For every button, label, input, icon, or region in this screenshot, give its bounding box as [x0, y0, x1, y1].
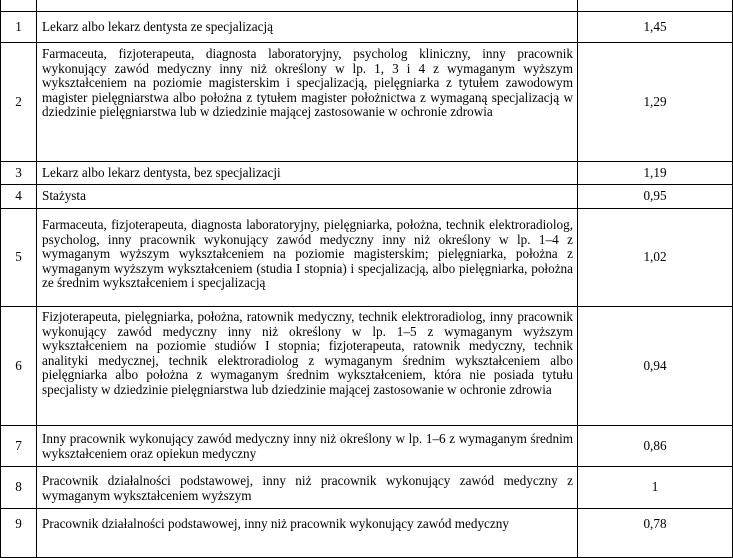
description-text: Farmaceuta, fizjoterapeuta, diagnosta laboratoryjny, pielęgniarka, położna, technik elektroradiolog, psycholog, inny pracownik wykonujący zawód medyczny inny niż określony w lp. 1–4 z wymaganym wyższym wykształceniem na poziomie magisterskim; pielęgniarka, położna z wymaganym wyższym wykształceniem (studia I stopnia) i specjalizacją, albo pielęgniarka, położna ze średnim wykształceniem i specjalizacją: [42, 217, 573, 291]
description-cell: [37, 209, 578, 307]
table-row: [1, 43, 733, 162]
table-row: [1, 0, 733, 12]
lp-cell: 9: [1, 509, 37, 558]
description-text: Fizjoterapeuta, pielęgniarka, położna, ratownik medyczny, technik elektroradiolog, inny pracownik wykonujący zawód medyczny inny niż określony w lp. 1–5 z wymaganym wyższym wykształceniem na poziomie studiów I stopnia; fizjoterapeuta, ratownik medyczny, technik analityki medycznej, technik elektroradiolog z wymaganym średnim wykształceniem albo pielęgniarka albo położna z wymaganym średnim wykształceniem, która nie posiada tytułu specjalisty w dziedzinie pielęgniarstwa lub dziedzinie mającej zastosowanie w ochronie zdrowia: [42, 309, 573, 397]
coefficient-cell: 1,02: [578, 209, 733, 307]
description-text: Inny pracownik wykonujący zawód medyczny inny niż określony w lp. 1–6 z wymaganym średnim wykształceniem oraz opiekun medyczny: [42, 431, 573, 461]
description-cell: [37, 162, 578, 185]
coefficient-cell: 0,86: [578, 426, 733, 467]
description-text: Pracownik działalności podstawowej, inny niż pracownik wykonujący zawód medyczny z wymaganym wykształceniem wyższym: [42, 472, 573, 503]
lp-cell: 5: [1, 209, 37, 307]
coefficient-cell: 0,95: [578, 185, 733, 209]
table-row: [1, 467, 733, 509]
coefficient-cell: 1,29: [578, 43, 733, 162]
lp-cell: 3: [1, 162, 37, 185]
description-cell: [37, 43, 578, 162]
description-text: Stażysta: [42, 188, 86, 204]
description-cell: [37, 509, 578, 558]
lp-cell: 1: [1, 12, 37, 43]
table-row: [1, 307, 733, 426]
lp-cell: 8: [1, 467, 37, 509]
description-cell: [37, 467, 578, 509]
coefficient-cell: 0,94: [578, 307, 733, 426]
coefficient-cell: 1,45: [578, 12, 733, 43]
description-text: Lekarz albo lekarz dentysta, bez specjalizacji: [42, 164, 281, 180]
description-cell: [37, 0, 578, 12]
description-cell: [37, 185, 578, 209]
table-row: [1, 185, 733, 209]
description-cell: [37, 307, 578, 426]
table-row: [1, 162, 733, 185]
lp-cell: 7: [1, 426, 37, 467]
description-text: Farmaceuta, fizjoterapeuta, diagnosta laboratoryjny, psycholog kliniczny, inny pracownik wykonujący zawód medyczny inny niż określony w lp. 1, 3 i 4 z wymaganym wyższym wykształceniem na poziomie magisterskim i specjalizacją, pielęgniarka z tytułem zawodowym magister pielęgniarstwa albo położna z tytułem magister położnictwa z wymaganą specjalizacją w dziedzinie pielęgniarstwa lub w dziedzinie mającej zastosowanie w ochronie zdrowia: [42, 46, 573, 120]
description-cell: [37, 12, 578, 43]
coefficient-cell: 1,19: [578, 162, 733, 185]
table-row: [1, 426, 733, 467]
table-row: [1, 509, 733, 558]
description-cell: [37, 426, 578, 467]
lp-cell: 6: [1, 307, 37, 426]
table-row: [1, 209, 733, 307]
coefficient-cell: 0,78: [578, 509, 733, 558]
lp-cell: 4: [1, 185, 37, 209]
description-text: Lekarz albo lekarz dentysta ze specjalizacją: [42, 18, 274, 34]
description-text: Pracownik działalności podstawowej, inny niż pracownik wykonujący zawód medyczny: [42, 516, 509, 531]
lp-cell: [1, 0, 37, 12]
coefficient-cell: [578, 0, 733, 12]
table-row: [1, 12, 733, 43]
coefficient-cell: 1: [578, 467, 733, 509]
lp-cell: 2: [1, 43, 37, 162]
